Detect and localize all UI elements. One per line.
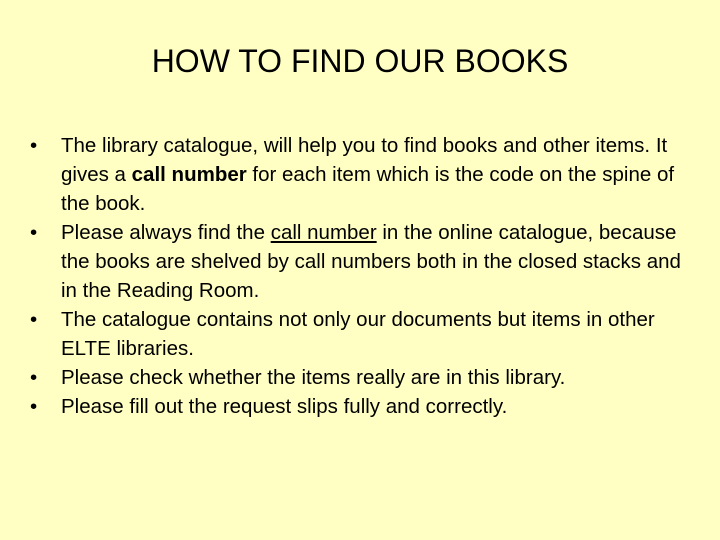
bullet-icon: • bbox=[30, 221, 38, 244]
bullet-text: Please fill out the request slips fully and correctly. bbox=[61, 395, 508, 418]
bullet-icon: • bbox=[30, 366, 38, 389]
bullet-text: for each item which is the code on the spine of the book. bbox=[61, 163, 675, 215]
bullet-text: in the online catalogue, because the books are shelved by call numbers both in the closed stacks and in the Reading Room. bbox=[61, 221, 681, 302]
bullet-text: The library catalogue, will help you to find books and other items. It gives a bbox=[61, 134, 668, 186]
bullet-icon: • bbox=[30, 134, 38, 157]
bullet-list bbox=[30, 131, 695, 421]
slide-title: HOW TO FIND OUR BOOKS bbox=[151, 43, 569, 79]
bullet-item bbox=[30, 305, 695, 363]
bold-term: call number bbox=[131, 163, 247, 186]
bullet-text: Please always find the bbox=[61, 221, 271, 244]
underlined-term: call number bbox=[270, 221, 377, 244]
bullet-icon: • bbox=[30, 308, 38, 331]
bullet-text: Please check whether the items really are in this library. bbox=[61, 366, 566, 389]
bullet-icon: • bbox=[30, 395, 38, 418]
bullet-item bbox=[30, 392, 695, 421]
bullet-item bbox=[30, 218, 695, 305]
bullet-item bbox=[30, 363, 695, 392]
bullet-text: The catalogue contains not only our documents but items in other ELTE libraries. bbox=[61, 308, 655, 360]
bullet-item bbox=[30, 131, 695, 218]
